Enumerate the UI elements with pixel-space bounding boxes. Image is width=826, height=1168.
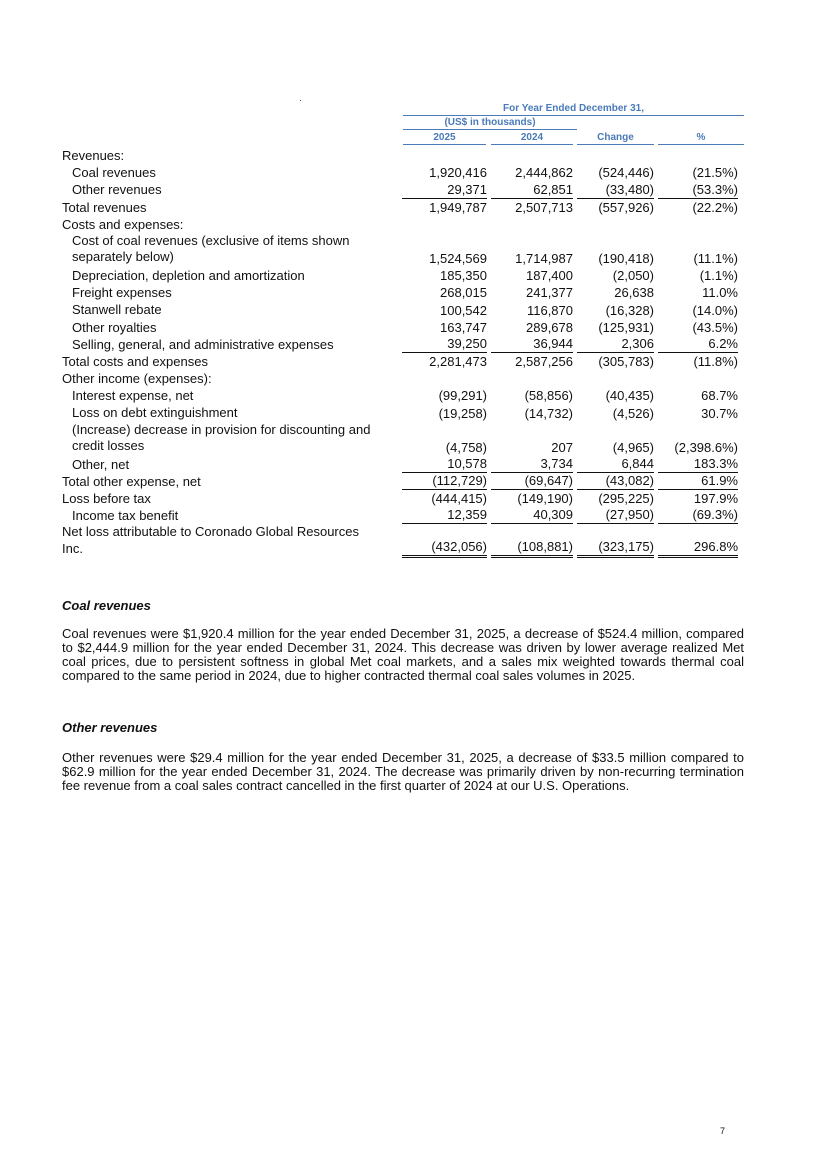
value-percent: (11.8%) xyxy=(693,354,738,370)
row-label xyxy=(72,387,193,404)
table-row xyxy=(62,233,746,267)
value-percent: (2,398.6%) xyxy=(674,439,738,455)
value-percent: 296.8% xyxy=(658,538,738,558)
value-change: 6,844 xyxy=(577,455,654,473)
value-percent: 6.2% xyxy=(658,335,738,353)
coal-revenues-heading: Coal revenues xyxy=(62,598,151,613)
value-change: (40,435) xyxy=(605,388,654,404)
row-label-line: Net loss attributable to Coronado Global Resources xyxy=(62,524,359,540)
value-change: 26,638 xyxy=(614,285,654,301)
row-label-line: Income tax benefit xyxy=(72,508,179,524)
row-label xyxy=(62,524,359,557)
value-2024: 116,870 xyxy=(526,302,573,318)
row-label-line: Total other expense, net xyxy=(62,473,201,489)
value-change: (43,082) xyxy=(577,472,654,490)
value-percent: 61.9% xyxy=(658,472,738,490)
row-label-line: Other, net xyxy=(72,456,130,472)
row-label-line: Inc. xyxy=(62,540,83,556)
value-change: (190,418) xyxy=(598,250,654,266)
table-row xyxy=(62,507,746,524)
row-label xyxy=(72,164,156,181)
value-2024: 207 xyxy=(551,439,573,455)
page-number: 7 xyxy=(720,1126,726,1136)
value-percent: (1.1%) xyxy=(699,268,738,284)
value-2024: 62,851 xyxy=(491,181,573,199)
value-2025: (99,291) xyxy=(438,388,487,404)
value-change: (295,225) xyxy=(598,491,654,507)
value-percent: 197.9% xyxy=(693,491,738,507)
table-row xyxy=(62,387,746,404)
value-2025: 2,281,473 xyxy=(429,354,487,370)
value-2024: (108,881) xyxy=(491,538,573,558)
row-label xyxy=(72,319,157,336)
row-label-line: Interest expense, net xyxy=(72,388,194,404)
value-change: (4,965) xyxy=(612,439,654,455)
value-2025: 12,359 xyxy=(402,506,487,524)
value-percent: (11.1%) xyxy=(693,250,738,266)
row-label xyxy=(72,507,178,524)
row-label-line: Cost of coal revenues (exclusive of items shown xyxy=(72,232,350,248)
table-row xyxy=(62,181,746,198)
value-change: (2,050) xyxy=(612,268,654,284)
value-2025: 268,015 xyxy=(440,285,487,301)
table-row xyxy=(62,473,746,490)
row-label xyxy=(72,233,349,266)
value-2024: 3,734 xyxy=(491,455,573,473)
row-label xyxy=(72,267,305,284)
row-label-line: Stanwell rebate xyxy=(72,302,162,318)
row-label xyxy=(62,199,147,216)
table-row xyxy=(62,490,746,507)
value-2024: (58,856) xyxy=(524,388,573,404)
table-row xyxy=(62,319,746,336)
value-percent: (21.5%) xyxy=(692,165,738,181)
value-2024: 36,944 xyxy=(491,335,573,353)
value-2025: (19,258) xyxy=(438,405,487,421)
value-2025: 100,542 xyxy=(440,302,487,318)
row-label-line: Total revenues xyxy=(62,199,147,215)
value-2024: 40,309 xyxy=(491,506,573,524)
value-percent: 11.0% xyxy=(702,285,738,301)
row-label-line: Other revenues xyxy=(72,182,162,198)
row-label-line: Other income (expenses): xyxy=(62,371,212,387)
value-change: (524,446) xyxy=(598,165,654,181)
value-2025: 29,371 xyxy=(402,181,487,199)
value-2025: (112,729) xyxy=(402,472,487,490)
value-2024: 2,507,713 xyxy=(515,199,573,215)
value-2024: 2,587,256 xyxy=(515,354,573,370)
table-row xyxy=(62,164,746,181)
value-2025: 1,949,787 xyxy=(429,199,487,215)
table-row xyxy=(62,353,746,370)
other-revenues-heading: Other revenues xyxy=(62,720,158,735)
table-row xyxy=(62,336,746,353)
value-change: (305,783) xyxy=(598,354,654,370)
value-2025: 39,250 xyxy=(402,335,487,353)
column-header-percent: % xyxy=(658,131,744,145)
value-percent: 30.7% xyxy=(701,405,738,421)
table-row xyxy=(62,147,746,164)
column-header-2024: 2024 xyxy=(491,131,573,145)
row-label-line: Depreciation, depletion and amortization xyxy=(72,267,305,283)
table-row xyxy=(62,267,746,284)
row-label-line: credit losses xyxy=(72,438,145,454)
value-change: (16,328) xyxy=(605,302,654,318)
table-row xyxy=(62,370,746,387)
column-header-change: Change xyxy=(577,131,654,145)
value-percent: (22.2%) xyxy=(692,199,738,215)
period-header: For Year Ended December 31, xyxy=(403,102,744,116)
table-row xyxy=(62,216,746,233)
value-2024: (14,732) xyxy=(524,405,573,421)
row-label xyxy=(72,422,370,455)
value-2024: 241,377 xyxy=(526,285,573,301)
value-percent: (43.5%) xyxy=(692,319,738,335)
value-change: (125,931) xyxy=(598,319,654,335)
row-label xyxy=(62,370,212,387)
row-label-line: separately below) xyxy=(72,249,174,265)
row-label xyxy=(72,404,238,421)
row-label-line: Loss before tax xyxy=(62,491,151,506)
table-row xyxy=(62,422,746,456)
value-2025: 163,747 xyxy=(440,319,487,335)
stray-mark xyxy=(300,100,301,101)
value-2025: 1,920,416 xyxy=(429,165,487,181)
value-2024: 2,444,862 xyxy=(515,165,573,181)
row-label-line: (Increase) decrease in provision for discounting and xyxy=(72,421,371,437)
value-change: (33,480) xyxy=(577,181,654,199)
row-label xyxy=(72,336,334,353)
value-percent: (69.3%) xyxy=(658,506,738,524)
row-label-line: Selling, general, and administrative expenses xyxy=(72,336,334,352)
value-change: (557,926) xyxy=(598,199,654,215)
value-2025: 1,524,569 xyxy=(429,250,487,266)
coal-revenues-paragraph: Coal revenues were $1,920.4 million for the year ended December 31, 2025, a decrease of $524.4 million, compared to $2,444.9 million for the year ended December 31, 2024. This decrease was driven by lower average realized Met coal prices, due to persistent softness in global Met coal markets, and a sales mix weighted towards thermal coal compared to the same period in 2024, due to higher contracted thermal coal sales volumes in 2025. xyxy=(62,626,744,683)
row-label-line: Other royalties xyxy=(72,319,157,335)
row-label-line: Loss on debt extinguishment xyxy=(72,405,238,421)
row-label xyxy=(62,147,124,164)
row-label-line: Revenues: xyxy=(62,148,125,163)
row-label xyxy=(62,216,183,233)
value-2024: (69,647) xyxy=(491,472,573,490)
value-percent: (53.3%) xyxy=(658,181,738,199)
units-header: (US$ in thousands) xyxy=(403,116,577,130)
row-label xyxy=(62,490,151,507)
value-change: 2,306 xyxy=(577,335,654,353)
value-change: (323,175) xyxy=(577,538,654,558)
row-label xyxy=(72,284,172,301)
income-statement-table xyxy=(62,147,746,558)
table-row xyxy=(62,284,746,301)
value-2025: (444,415) xyxy=(431,491,487,507)
table-row xyxy=(62,199,746,216)
value-2024: 289,678 xyxy=(526,319,573,335)
value-2025: (4,758) xyxy=(445,439,487,455)
table-row xyxy=(62,456,746,473)
table-row xyxy=(62,404,746,421)
row-label-line: Freight expenses xyxy=(72,285,172,301)
column-header-2025: 2025 xyxy=(403,131,486,145)
value-2024: 1,714,987 xyxy=(515,250,573,266)
value-2025: 185,350 xyxy=(440,268,487,284)
row-label xyxy=(72,181,162,198)
table-row xyxy=(62,301,746,318)
value-2025: (432,056) xyxy=(402,538,487,558)
value-percent: 183.3% xyxy=(658,455,738,473)
other-revenues-paragraph: Other revenues were $29.4 million for the year ended December 31, 2025, a decrease of $33.5 million compared to $62.9 million for the year ended December 31, 2024. The decrease was primarily driven by non-recurring termination fee revenue from a coal sales contract cancelled in the first quarter of 2024 at our U.S. Operations. xyxy=(62,750,744,793)
table-row xyxy=(62,524,746,558)
row-label xyxy=(72,301,162,318)
value-percent: (14.0%) xyxy=(692,302,738,318)
row-label-line: Total costs and expenses xyxy=(62,353,208,369)
row-label xyxy=(72,456,129,473)
row-label-line: Coal revenues xyxy=(72,165,156,181)
row-label xyxy=(62,353,208,370)
row-label xyxy=(62,473,201,490)
value-2025: 10,578 xyxy=(402,455,487,473)
value-change: (4,526) xyxy=(612,405,654,421)
value-change: (27,950) xyxy=(577,506,654,524)
row-label-line: Costs and expenses: xyxy=(62,216,184,232)
value-2024: 187,400 xyxy=(526,268,573,284)
value-2024: (149,190) xyxy=(517,491,573,507)
value-percent: 68.7% xyxy=(701,388,738,404)
